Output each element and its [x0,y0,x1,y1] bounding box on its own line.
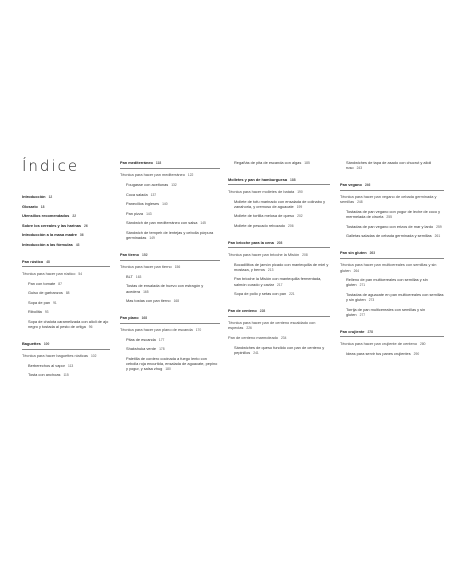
toc-entry[interactable] [120,274,220,280]
toc-entry[interactable] [22,223,110,229]
toc-chapter-heading[interactable] [340,250,444,259]
toc-entry-label: Ideas para servir tus panes crujientes [346,350,411,356]
toc-entry[interactable] [340,209,444,220]
toc-page-number: 163 [135,274,142,279]
toc-entry[interactable] [120,172,220,178]
toc-entry[interactable] [340,292,444,303]
toc-entry-label: Berberechos al vapor [28,362,65,368]
toc-page-number: 221 [289,292,295,297]
toc-entry-label: Técnica para hacer pan de centeno escaldado con especias [228,320,316,331]
toc-entry-label: Pan de centeno marmoleado [228,334,278,340]
toc-chapter-heading[interactable] [120,252,220,261]
toc-chapter-heading[interactable] [22,341,110,350]
toc-page-number: 208 [276,240,283,245]
toc-entry-label: Utensilios recomendados [22,213,70,219]
toc-entry[interactable] [228,223,330,229]
toc-entry-label: Shakshuka verde [126,346,157,352]
toc-page-number: 118 [155,161,162,165]
toc-page-number: 263 [369,250,376,255]
toc-entry-label: Pan brioche para la cena [228,239,274,245]
section-spacer [228,233,330,240]
toc-entry[interactable] [22,319,110,330]
toc-entry-label: Mollete de tortilla melosa de queso [234,213,295,219]
toc-entry-label: Pan plano [120,314,139,320]
toc-entry[interactable] [22,363,110,369]
toc-entry-label: Técnica para hacer pan crujiente de centeno [340,340,417,346]
toc-chapter-heading[interactable] [120,160,220,169]
toc-entry-label: Pan rústico [22,258,44,264]
toc-entry[interactable] [22,194,110,200]
toc-entry-label: Tostadas de aguacate en pan multicereales con semillas y sin gluten [346,291,444,303]
section-spacer [340,175,444,182]
toc-page-number: 217 [277,282,283,287]
toc-entry[interactable] [120,337,220,343]
toc-page-number: 18 [40,204,45,209]
toc-entry-label: Coca salada [126,191,148,197]
toc-entry[interactable] [340,224,444,230]
page-title: Índice [22,157,80,175]
toc-entry[interactable] [22,290,110,296]
toc-page-number: 243 [356,166,363,171]
toc-entry-label: Mollete de tofu marinado con ensalada de colinabo y zanahoria, y cremoso de aguacate [234,198,326,209]
toc-page-number: 122 [187,173,194,178]
section-spacer [22,252,110,259]
toc-chapter-heading[interactable] [340,329,444,338]
toc-entry-label: Galletas saladas de cebada germinada y semillas [346,233,432,239]
toc-column-1 [22,194,110,382]
toc-page-number: 88 [65,291,70,296]
toc-entry[interactable] [340,351,444,357]
section-spacer [120,308,220,315]
toc-entry-label: Paletilla de cordero cocinada a fuego lento con cebolla roja encurtida, ensalada de aguacate, pepino y yogur, y salsa zhug [126,355,218,372]
toc-entry-label: Pan vegano [340,181,362,187]
toc-entry[interactable] [340,307,444,318]
toc-entry[interactable] [340,341,444,347]
toc-page-number: 168 [173,299,180,304]
toc-entry-label: Fougasse con aceitunas [126,181,169,187]
toc-page-number: 96 [88,325,93,330]
toc-entry-label: Sopa de pollo y setas con pan [234,291,287,297]
toc-entry-label: Tostas de ensalada de huevo con estragón y acedera [126,283,204,294]
toc-page-number: 143 [146,211,152,216]
toc-entry[interactable] [228,320,330,331]
toc-entry-label: Pan mediterráneo [120,160,153,165]
toc-column-2 [120,160,220,376]
toc-entry-label: Técnica para hacer pan multicereales con semillas y sin gluten [340,262,437,273]
toc-entry[interactable] [228,262,330,273]
toc-entry[interactable] [120,211,220,217]
toc-page-number: 180 [165,367,171,372]
toc-page-number: 206 [288,223,294,228]
toc-page-number: 273 [368,298,375,303]
toc-page-number: 228 [259,308,266,313]
toc-entry-label: Glosario [22,203,38,209]
section-spacer [340,243,444,250]
toc-page-number: 202 [297,214,303,219]
toc-page-number: 178 [159,347,165,352]
toc-entry[interactable] [22,372,110,378]
toc-entry-label: Sopa de pan [28,299,51,305]
toc-page-number: 165 [143,289,149,294]
toc-page-number: 12 [48,195,53,199]
toc-entry[interactable] [120,298,220,304]
toc-page-number: 255 [386,215,392,220]
toc-entry[interactable] [22,300,110,306]
toc-entry[interactable] [22,213,110,219]
toc-column-3 [228,160,330,359]
toc-page-number: 100 [43,341,50,346]
toc-page-number: 277 [359,312,366,317]
toc-entry[interactable] [22,271,110,277]
toc-entry[interactable] [120,283,220,294]
toc-entry-label: Introducción [22,194,46,199]
toc-entry-label: Mollete de pescado rebozado [234,222,286,228]
toc-page-number: 278 [367,329,373,334]
toc-entry-label: Baguettes [22,340,41,346]
toc-entry-label: Bocadillitos de jamón picado con mantequilla de miel y mostaza, y berros [234,261,329,272]
toc-entry-label: Técnica para hacer pan rústico [22,270,76,276]
toc-chapter-heading[interactable] [228,308,330,317]
toc-entry-label: Pan brioche la Misión con mantequilla fermentada, salmón curado y caviar [234,276,322,287]
toc-entry[interactable] [340,233,444,239]
toc-entry[interactable] [228,199,330,210]
toc-page-number: 208 [302,252,308,257]
toc-page-number: 185 [304,161,310,165]
toc-entry[interactable] [228,213,330,219]
toc-entry[interactable] [22,204,110,210]
toc-page-number: 91 [53,300,57,305]
toc-page-number: 140 [162,202,168,207]
toc-page-number: 93 [44,310,49,315]
toc-page-number: 137 [150,192,157,197]
toc-entry-label: Técnica para hacer pan plano de escanda [120,327,193,333]
toc-page-number: 54 [78,271,83,276]
section-spacer [228,301,330,308]
toc-entry-label: BLT [126,273,133,279]
toc-page-number: 102 [90,354,97,359]
toc-page-number: 259 [436,224,442,229]
toc-chapter-heading[interactable] [22,259,110,268]
toc-entry-label: Tostadas de pan vegano con yogur de leche de coco y mermelada de ciruela [346,208,441,220]
toc-entry-label: Guiso de garbanzos [28,290,63,296]
toc-entry[interactable] [228,335,330,341]
toc-entry[interactable] [22,353,110,359]
toc-entry-label: Sobre los cereales y las harinas [22,222,82,228]
toc-page-number: 170 [195,328,202,333]
toc-entry[interactable] [22,281,110,287]
toc-entry[interactable] [120,201,220,207]
toc-entry-label: Técnica para hacer pan mediterráneo [120,172,185,178]
toc-entry-label: Sándwiches de tapa de asado con chucrut y alioli ruso [346,160,432,171]
toc-entry[interactable] [228,252,330,258]
toc-entry-label: Pan de centeno [228,307,257,313]
toc-chapter-heading[interactable] [228,240,330,249]
toc-entry-label: Mas tostas con pan tierno [126,298,171,304]
toc-entry-label: Técnica para hacer baguettes rústicas [22,353,88,359]
toc-page-number: 177 [158,337,165,342]
toc-entry-label: Panecillos ingleses [126,201,160,207]
toc-entry-label: Pan pizza [126,210,144,216]
toc-page-number: 246 [364,182,371,187]
toc-page-number: 115 [63,373,69,378]
toc-entry-label: Tosta con anchoas [28,372,61,378]
toc-entry-label: Pan con tomate [28,280,56,286]
toc-entry-label: Sopa de chalota caramelizada con alioli de ajo negro y tostada al pesto de ortiga [28,318,109,330]
toc-page-number: 290 [413,351,420,356]
toc-entry[interactable] [120,230,220,241]
toc-entry-label: Molletes y pan de hamburguesa [228,176,288,182]
toc-page-number: 280 [420,341,426,346]
toc-entry[interactable] [340,262,444,273]
toc-entry[interactable] [120,220,220,226]
toc-chapter-heading[interactable] [120,315,220,324]
toc-page-number: 48 [46,259,50,264]
section-spacer [22,334,110,341]
toc-page-number: 271 [359,283,366,288]
toc-entry[interactable] [228,160,330,166]
toc-entry-label: Sándwich de tempeh de lentejas y cebolla púrpura germinadas [126,229,214,241]
toc-entry[interactable] [228,189,330,195]
toc-entry[interactable] [340,194,444,205]
toc-entry[interactable] [120,346,220,352]
section-spacer [120,245,220,252]
toc-page-number: 36 [79,233,84,238]
toc-entry-label: Técnica para hacer pan vegano de cebada germinada y semillas [340,194,437,205]
toc-page-number: 264 [353,268,360,273]
toc-entry[interactable] [120,264,220,270]
toc-column-4 [340,160,444,360]
toc-page-number: 22 [72,214,77,219]
toc-entry-label: Técnica para hacer pan tierno [120,264,172,270]
toc-entry-label: Ribollita [28,309,42,315]
toc-entry-label: Técnica para hacer molletes de batata [228,188,295,194]
toc-page-number: 149 [149,236,155,241]
toc-page-number: 43 [75,242,80,247]
toc-entry[interactable] [228,276,330,287]
toc-entry-label: Torrija de pan multicereales con semillas y sin gluten [346,306,426,317]
toc-entry[interactable] [22,232,110,238]
toc-entry[interactable] [340,160,444,171]
toc-entry[interactable] [340,277,444,288]
toc-page-number: 226 [246,326,252,331]
section-spacer [340,322,444,329]
toc-entry-label: Pan tierno [120,251,140,257]
toc-entry-label: Pan sin gluten [340,249,367,255]
section-spacer [228,170,330,177]
toc-page-number: 132 [171,182,177,187]
toc-entry[interactable] [22,242,110,248]
toc-page-number: 188 [290,177,296,182]
toc-page-number: 87 [58,281,62,286]
toc-chapter-heading[interactable] [340,182,444,191]
toc-entry-label: Pan crujiente [340,328,365,334]
toc-page-number: 213 [267,267,274,272]
toc-page-number: 190 [297,189,303,194]
toc-page-number: 113 [67,363,74,368]
toc-entry[interactable] [120,182,220,188]
toc-entry-label: Sándwich de pan mediterráneo con salsa [126,220,198,226]
toc-entry[interactable] [120,327,220,333]
toc-entry-label: Introducción a la masa madre [22,232,77,238]
toc-entry-label: Tostadas de pan vegano con erizos de mar y lardo [346,223,434,229]
toc-page-number: 26 [84,223,88,228]
toc-page-number: 261 [434,234,441,239]
toc-page-number: 168 [141,315,148,320]
toc-page-number: 248 [357,200,363,205]
toc-entry-label: Pitas de escanda [126,336,156,342]
toc-page-number: 199 [296,204,303,209]
toc-entry[interactable] [228,291,330,297]
toc-entry-label: Regañás de pita de escanda con algas [234,160,302,165]
toc-entry[interactable] [228,345,330,356]
toc-page-number: 156 [174,265,181,270]
toc-entry-label: Técnica para hacer pan brioche la Misión [228,251,300,257]
toc-chapter-heading[interactable] [228,177,330,186]
toc-entry-label: Sándwiches de queso fundido con pan de centeno y pepinillos [234,344,325,355]
toc-page-number: 234 [280,335,287,340]
toc-page-number: 241 [253,350,259,355]
toc-entry-label: Relleno de pan multicereales con semillas y sin gluten [346,277,428,288]
toc-entry[interactable] [120,192,220,198]
toc-entry[interactable] [120,356,220,373]
toc-entry[interactable] [22,309,110,315]
toc-page-number: 152 [142,252,148,257]
toc-entry-label: Introducción a las fórmulas [22,241,73,247]
toc-page-number: 145 [200,221,206,226]
